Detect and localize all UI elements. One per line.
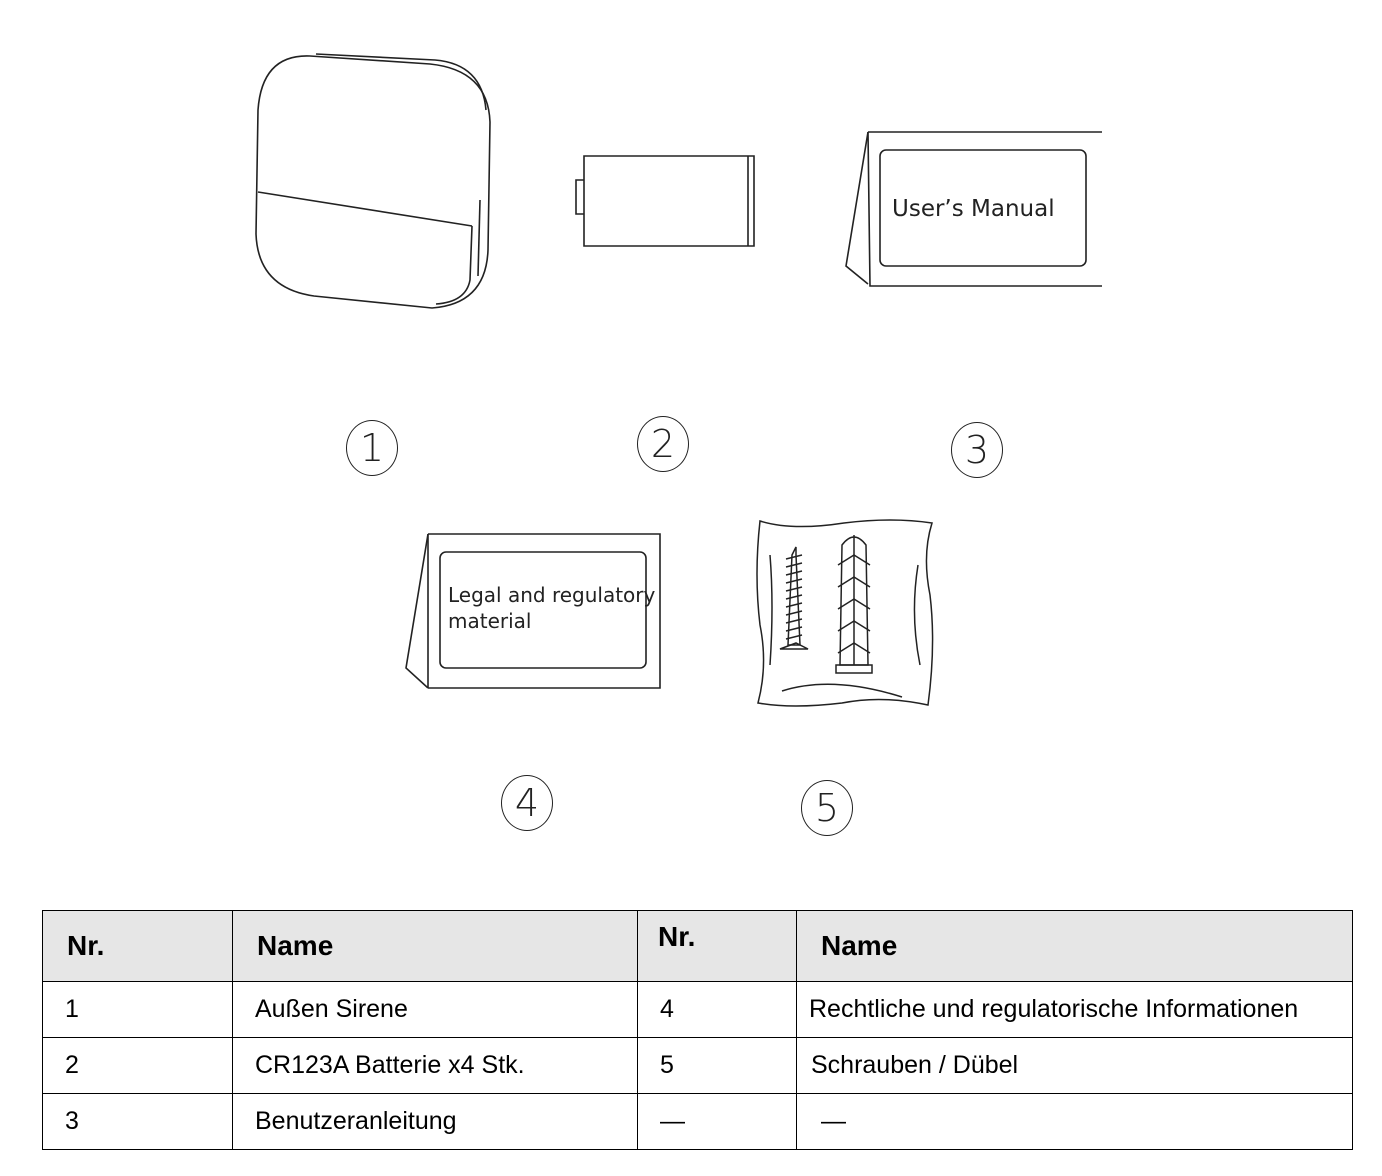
table-row: [43, 1038, 1353, 1094]
cell-name-right: Schrauben / Dübel: [797, 1038, 1353, 1094]
cell-name-right: —: [797, 1094, 1353, 1150]
item-number-2: 2: [637, 416, 689, 472]
table-row: [43, 1094, 1353, 1150]
cell-name-right: Rechtliche und regulatorische Informationen: [797, 982, 1353, 1038]
legal-card-text-line2: material: [448, 609, 532, 633]
cell-name-left: Außen Sirene: [233, 982, 638, 1038]
cell-nr-left: 1: [43, 982, 233, 1038]
cell-nr-right: —: [638, 1094, 797, 1150]
item-number-4: 4: [501, 775, 553, 831]
package-contents-table: [42, 910, 1353, 1150]
users-manual-card-text: User’s Manual: [892, 196, 1055, 222]
cell-nr-left: 3: [43, 1094, 233, 1150]
legal-material-illustration: [402, 530, 667, 695]
item-number-5: 5: [801, 780, 853, 836]
header-name-left: Name: [233, 911, 638, 982]
header-name-right: Name: [797, 911, 1353, 982]
item-number-1: 1: [346, 420, 398, 476]
battery-illustration: [570, 150, 760, 250]
cell-name-left: Benutzeranleitung: [233, 1094, 638, 1150]
item-number-3: 3: [951, 422, 1003, 478]
users-manual-illustration: [840, 128, 1105, 293]
cell-nr-right: 4: [638, 982, 797, 1038]
cell-nr-right: 5: [638, 1038, 797, 1094]
screws-anchors-illustration: [752, 515, 938, 711]
table-row: [43, 982, 1353, 1038]
cell-nr-left: 2: [43, 1038, 233, 1094]
legal-card-text-line1: Legal and regulatory: [448, 583, 656, 607]
cell-name-left: CR123A Batterie x4 Stk.: [233, 1038, 638, 1094]
header-nr-right: Nr.: [638, 911, 797, 982]
table-header-row: [43, 911, 1353, 982]
header-nr-left: Nr.: [43, 911, 233, 982]
siren-illustration: [250, 50, 500, 315]
